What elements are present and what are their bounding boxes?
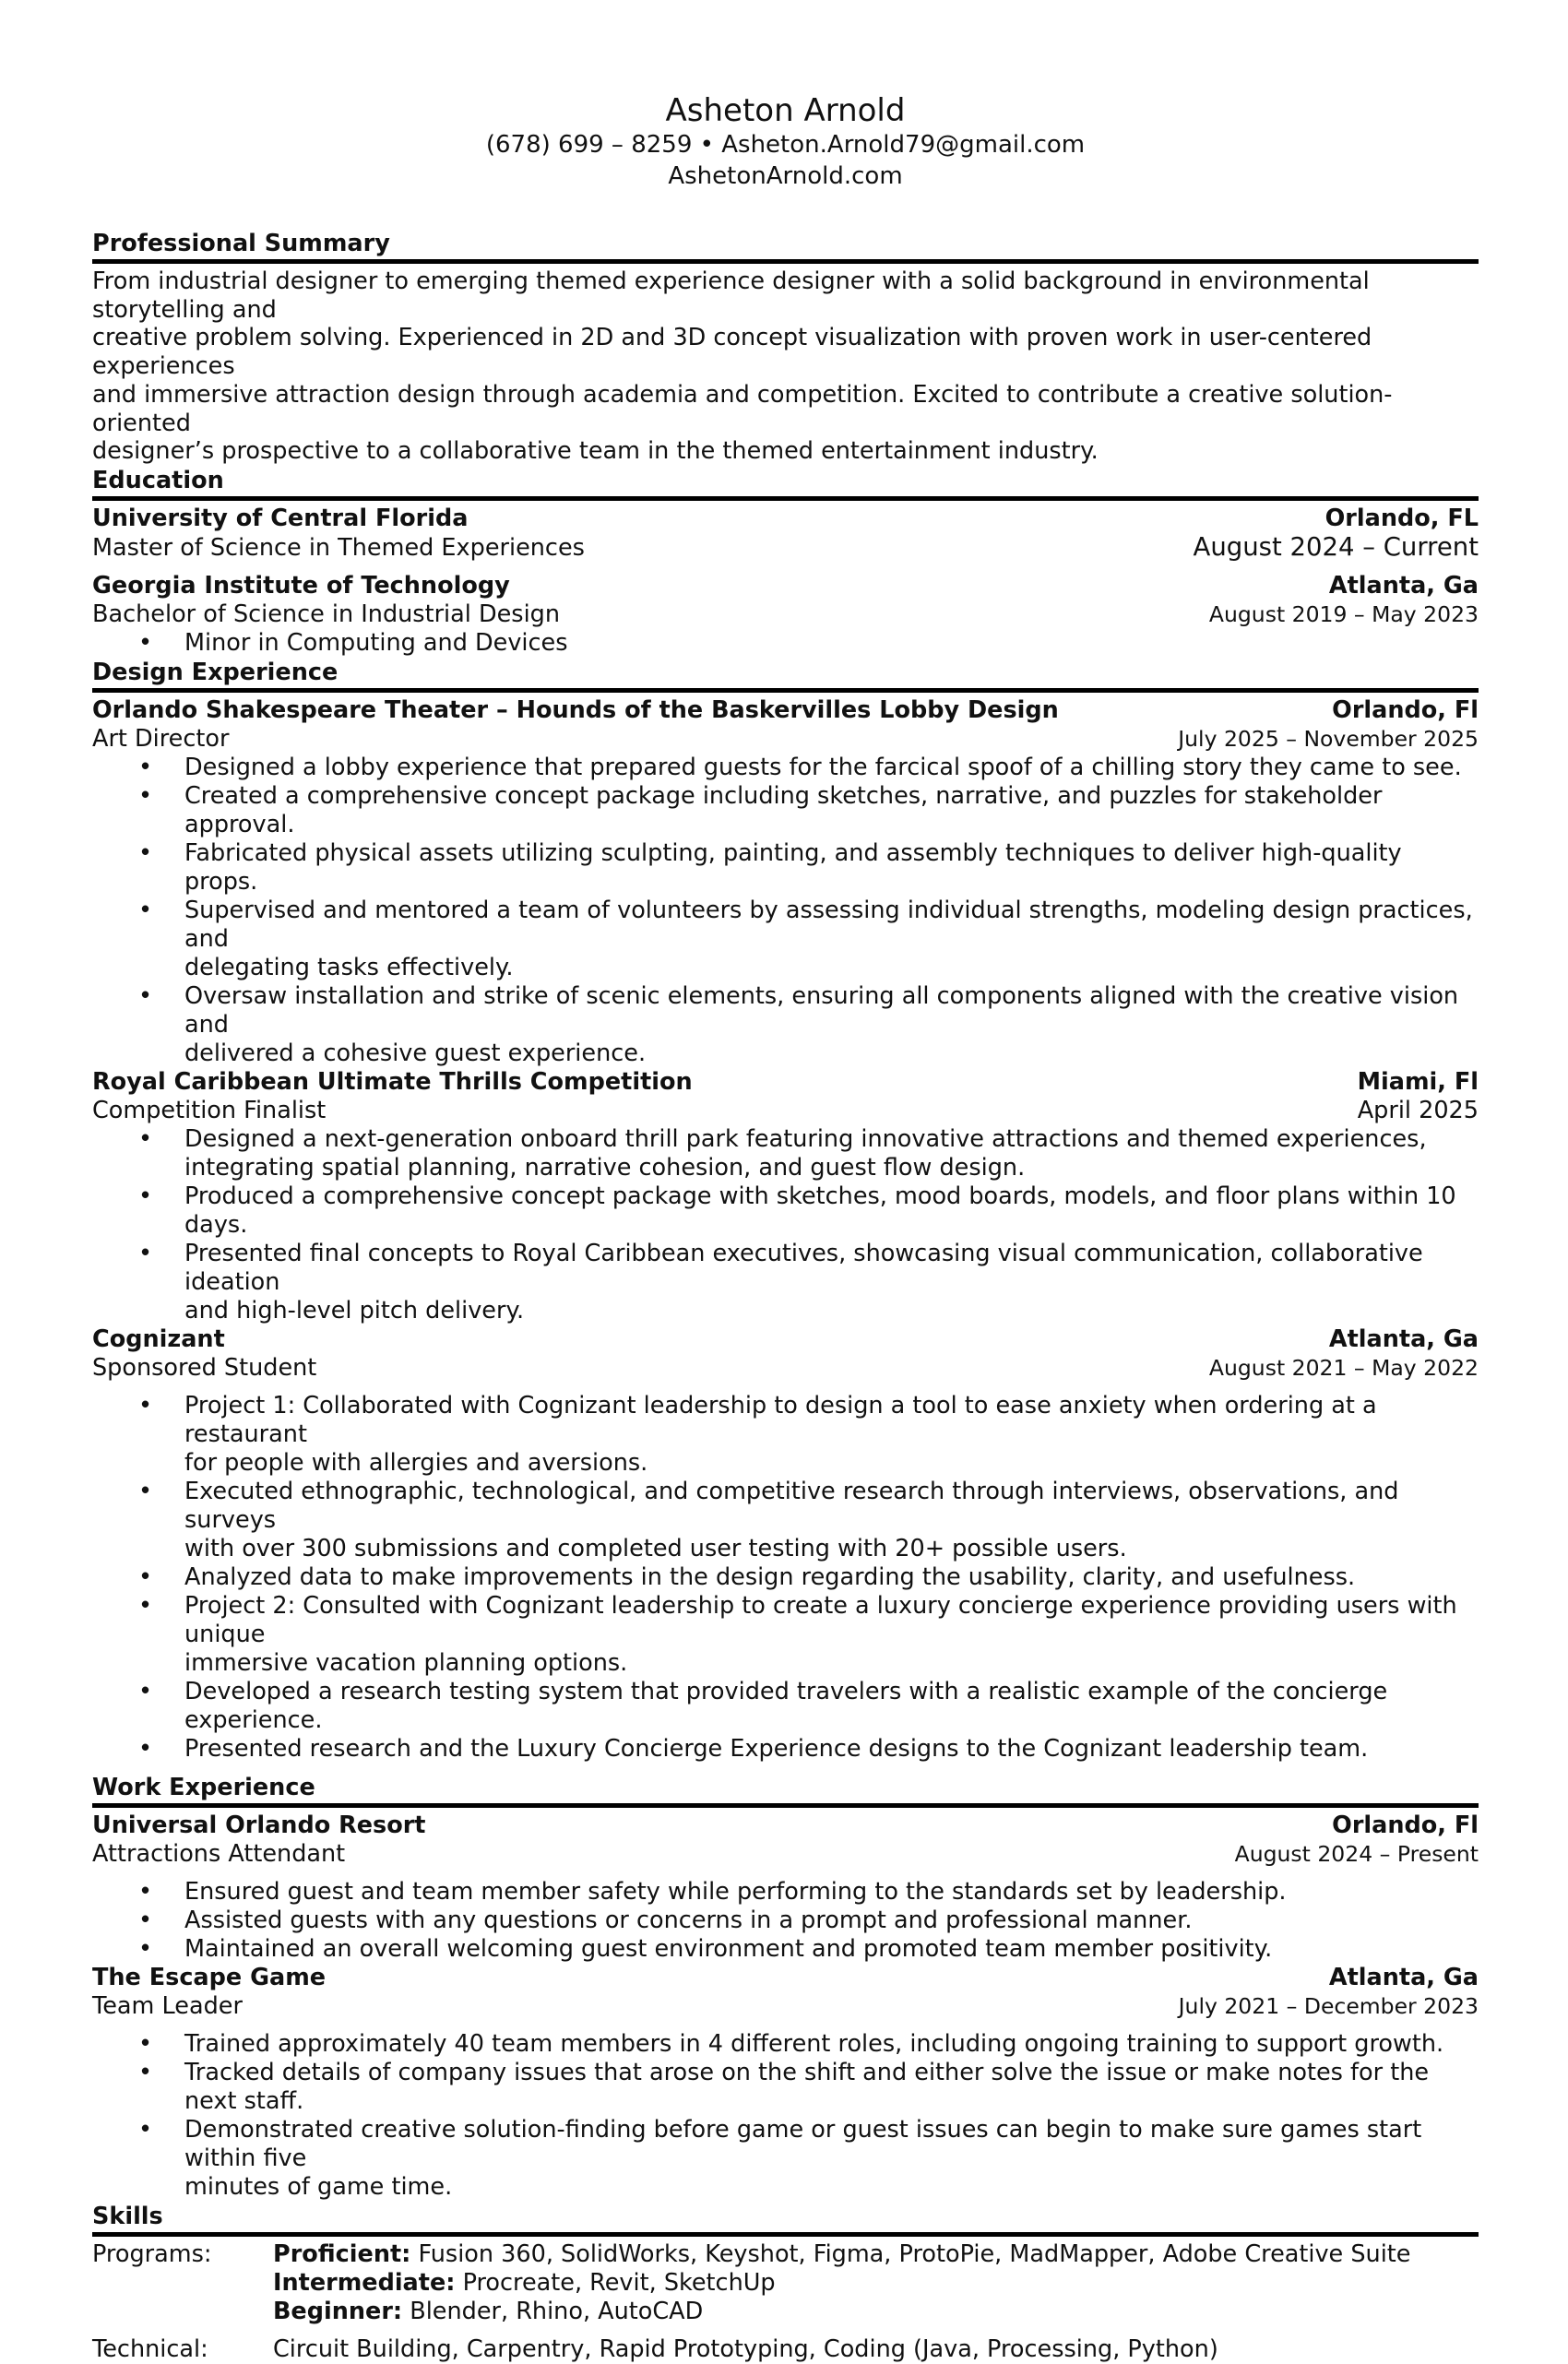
design-experience-section — [92, 658, 1479, 1764]
summary-line: creative problem solving. Experienced in 2D and 3D concept visualization with proven work in user-centered experiences — [92, 324, 1372, 381]
entry-location: Atlanta, Ga — [1328, 571, 1479, 600]
entry-header — [92, 1812, 1479, 1840]
entry-location: Atlanta, Ga — [1328, 1963, 1479, 1991]
bullet-item: • Developed a research testing system that provided travelers with a realistic example of the concierge experience. — [92, 1678, 1479, 1735]
experience-entry — [92, 1325, 1479, 1764]
skills-levels — [273, 2240, 1410, 2326]
skill-level-row — [273, 2298, 1410, 2326]
bullet-item: • Created a comprehensive concept package including sketches, narrative, and puzzles for stakeholder approval. — [92, 782, 1479, 839]
education-section — [92, 466, 1479, 658]
entry-role: Attractions Attendant — [92, 1839, 346, 1868]
bullet-list — [92, 754, 1479, 1068]
bullet-item: • Presented final concepts to Royal Caribbean executives, showcasing visual communication, collaborative ideation and high-level pitch delivery. — [92, 1240, 1479, 1325]
entry-header — [92, 505, 1479, 533]
entry-subheader — [92, 1992, 1479, 2021]
entry-role: Team Leader — [92, 1991, 243, 2020]
phone-number: (678) 699 – 8259 — [485, 131, 693, 159]
skill-items: Blender, Rhino, AutoCAD — [410, 2297, 704, 2325]
bullet-item: • Analyzed data to make improvements in the design regarding the usability, clarity, and usefulness. — [92, 1563, 1479, 1592]
entry-org: Georgia Institute of Technology — [92, 571, 510, 600]
entry-location: Orlando, FL — [1324, 504, 1479, 532]
bullet-list — [92, 1392, 1479, 1764]
entry-location: Miami, Fl — [1357, 1067, 1479, 1096]
skills-section — [92, 2202, 1479, 2364]
summary-line: designer’s prospective to a collaborative team in the themed entertainment industry. — [92, 437, 1099, 466]
entry-degree: Master of Science in Themed Experiences — [92, 533, 585, 562]
entry-org: Universal Orlando Resort — [92, 1811, 426, 1839]
skills-label: Programs: — [92, 2239, 212, 2268]
bullet-item: • Project 2: Consulted with Cognizant leadership to create a luxury concierge experience providing users with unique immersive vacation planning options. — [92, 1592, 1479, 1678]
bullet-list — [92, 629, 1479, 658]
bullet-item: • Trained approximately 40 team members in 4 different roles, including ongoing training to support growth. — [92, 2030, 1479, 2059]
skill-level-row — [273, 2269, 1410, 2298]
summary-line: From industrial designer to emerging themed experience designer with a solid background in environmental storytelling and — [92, 267, 1370, 324]
work-experience-title: Work Experience — [92, 1773, 1479, 1808]
skills-programs — [92, 2240, 1479, 2326]
bullet-item: • Minor in Computing and Devices — [92, 629, 1479, 658]
education-entry — [92, 505, 1479, 563]
entry-degree: Bachelor of Science in Industrial Design — [92, 600, 560, 628]
entry-location: Atlanta, Ga — [1328, 1325, 1479, 1353]
education-title: Education — [92, 466, 1479, 501]
entry-subheader — [92, 1840, 1479, 1869]
bullet-item: • Oversaw installation and strike of scenic elements, ensuring all components aligned with the creative vision and delivered a cohesive guest experience. — [92, 982, 1479, 1068]
work-experience-section — [92, 1773, 1479, 2202]
skill-items: Procreate, Revit, SketchUp — [462, 2268, 776, 2297]
entry-dates: August 2021 – May 2022 — [1208, 1354, 1479, 1381]
entry-org: Royal Caribbean Ultimate Thrills Competition — [92, 1067, 693, 1096]
experience-entry — [92, 696, 1479, 1068]
skills-title: Skills — [92, 2202, 1479, 2237]
entry-org: University of Central Florida — [92, 504, 469, 532]
bullet-item: • Supervised and mentored a team of volunteers by assessing individual strengths, modeling design practices, and delegating tasks effectively. — [92, 897, 1479, 982]
summary-section — [92, 229, 1479, 466]
bullet-item: • Tracked details of company issues that arose on the shift and either solve the issue or make notes for the next staff. — [92, 2059, 1479, 2116]
resume-header — [92, 92, 1479, 192]
skill-items: Fusion 360, SolidWorks, Keyshot, Figma, ProtoPie, MadMapper, Adobe Creative Suite — [418, 2239, 1411, 2268]
experience-entry — [92, 1812, 1479, 1964]
summary-text — [92, 267, 1479, 466]
entry-header — [92, 1964, 1479, 1992]
entry-subheader — [92, 533, 1479, 563]
entry-org: Orlando Shakespeare Theater – Hounds of the Baskervilles Lobby Design — [92, 695, 1059, 724]
bullet-item: • Maintained an overall welcoming guest environment and promoted team member positivity. — [92, 1935, 1479, 1964]
email-address: Asheton.Arnold79@gmail.com — [721, 131, 1086, 159]
design-experience-title: Design Experience — [92, 658, 1479, 693]
website-link: AshetonArnold.com — [668, 162, 903, 190]
summary-line: and immersive attraction design through academia and competition. Excited to contribute a creative solution-oriented — [92, 380, 1393, 437]
entry-role: Competition Finalist — [92, 1096, 327, 1124]
entry-org: The Escape Game — [92, 1963, 327, 1991]
skill-items: Circuit Building, Carpentry, Rapid Prototyping, Coding (Java, Processing, Python) — [273, 2334, 1218, 2363]
experience-entry — [92, 1964, 1479, 2202]
entry-dates: August 2024 – Current — [1193, 531, 1479, 562]
entry-role: Sponsored Student — [92, 1353, 317, 1382]
entry-role: Art Director — [92, 724, 230, 753]
entry-subheader — [92, 1354, 1479, 1383]
entry-header — [92, 1325, 1479, 1354]
bullet-item: • Demonstrated creative solution-finding before game or guest issues can begin to make sure games start within five minutes of game time. — [92, 2116, 1479, 2202]
entry-org: Cognizant — [92, 1325, 225, 1353]
resume-page — [92, 92, 1479, 2364]
bullet-item: • Presented research and the Luxury Concierge Experience designs to the Cognizant leadership team. — [92, 1735, 1479, 1764]
entry-header — [92, 572, 1479, 600]
entry-dates: July 2025 – November 2025 — [1178, 725, 1479, 752]
experience-entry — [92, 1068, 1479, 1325]
skill-level: Beginner: — [273, 2297, 403, 2325]
entry-header — [92, 696, 1479, 725]
entry-dates: July 2021 – December 2023 — [1178, 1992, 1479, 2019]
summary-title: Professional Summary — [92, 229, 1479, 264]
bullet-item: • Designed a next-generation onboard thrill park featuring innovative attractions and themed experiences, integrating spatial planning, narrative cohesion, and guest flow design. — [92, 1125, 1479, 1182]
entry-dates: August 2019 – May 2023 — [1208, 600, 1479, 627]
education-entry — [92, 572, 1479, 658]
bullet-item: • Fabricated physical assets utilizing sculpting, painting, and assembly techniques to deliver high-quality props. — [92, 839, 1479, 897]
entry-subheader — [92, 725, 1479, 754]
entry-subheader — [92, 1097, 1479, 1125]
bullet-item: • Project 1: Collaborated with Cognizant leadership to design a tool to ease anxiety when ordering at a restaurant for people with allergies and aversions. — [92, 1392, 1479, 1478]
skill-level: Proficient: — [273, 2239, 411, 2268]
skills-label: Technical: — [92, 2334, 208, 2363]
entry-dates: August 2024 – Present — [1234, 1840, 1479, 1867]
entry-header — [92, 1068, 1479, 1097]
entry-subheader — [92, 600, 1479, 629]
skill-level: Intermediate: — [273, 2268, 456, 2297]
bullet-item: • Designed a lobby experience that prepared guests for the farcical spoof of a chilling story they came to see. — [92, 754, 1479, 782]
separator-bullet: • — [699, 131, 714, 159]
entry-dates: April 2025 — [1357, 1096, 1479, 1124]
bullet-item: • Executed ethnographic, technological, and competitive research through interviews, observations, and surveys with over 300 submissions and completed user testing with 20+ possible users. — [92, 1478, 1479, 1563]
skills-technical — [92, 2335, 1479, 2364]
skill-level-row — [273, 2240, 1410, 2269]
bullet-list — [92, 1125, 1479, 1325]
bullet-item: • Produced a comprehensive concept package with sketches, mood boards, models, and floor plans within 10 days. — [92, 1182, 1479, 1240]
entry-location: Orlando, Fl — [1332, 1811, 1479, 1839]
candidate-name: Asheton Arnold — [665, 92, 906, 129]
bullet-item: • Assisted guests with any questions or concerns in a prompt and professional manner. — [92, 1907, 1479, 1935]
contact-line — [92, 129, 1479, 160]
entry-location: Orlando, Fl — [1332, 695, 1479, 724]
bullet-list — [92, 2030, 1479, 2202]
bullet-list — [92, 1878, 1479, 1964]
bullet-item: • Ensured guest and team member safety while performing to the standards set by leadership. — [92, 1878, 1479, 1907]
